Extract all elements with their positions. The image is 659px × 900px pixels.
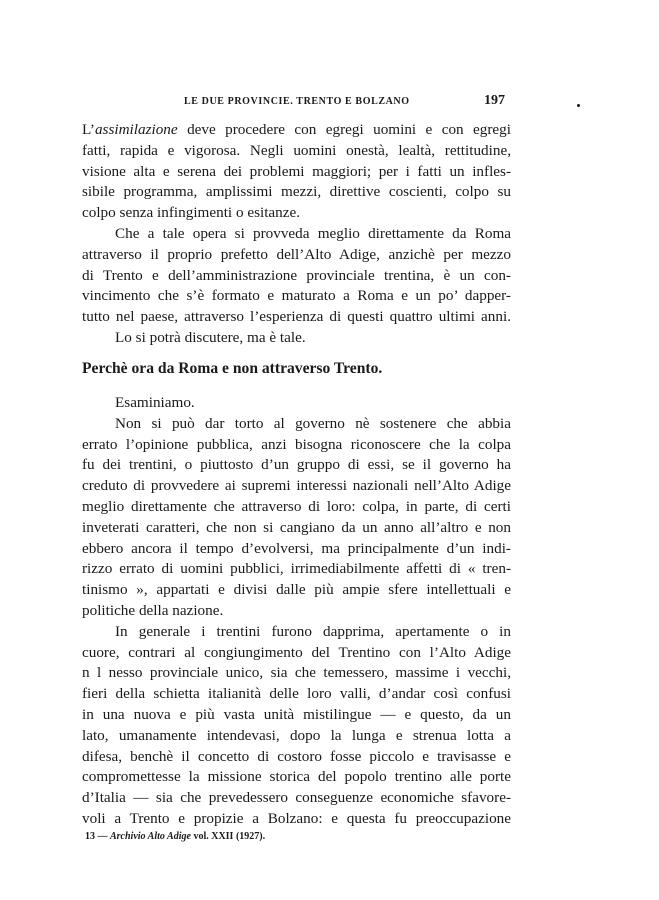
text-line: fieri della schietta italianità delle loro valli, d’andar così confusi — [82, 685, 511, 703]
text-line: meglio direttamente che attraverso di loro: colpa, in parte, di certi — [82, 497, 511, 515]
text-line: Che a tale opera si provveda meglio direttamente da Roma — [115, 224, 511, 242]
paragraph-4 — [82, 393, 511, 414]
paragraph-3 — [82, 328, 511, 349]
text-line: errato l’opinione pubblica, anzi bisogna riconoscere che la colpa — [82, 435, 511, 453]
text-line: compromettesse la missione storica del popolo trentino alle porte — [82, 768, 511, 786]
text-line: creduto di provvedere ai supremi interessi nazionali nell’Alto Adige — [82, 477, 511, 495]
text-line: vincimento che s’è formato e maturato a Roma e un po’ dapper- — [82, 287, 511, 305]
text-line: Esaminiamo. — [115, 394, 195, 411]
body-text-top — [82, 120, 511, 349]
text-line: attraverso il proprio prefetto dell’Alto Adige, anzichè per mezzo — [82, 245, 511, 263]
text-line: Lo si potrà discutere, ma è tale. — [115, 328, 306, 346]
paragraph-1 — [82, 120, 511, 224]
text-line: di Trento e dell’amministrazione provinciale trentina, è un con- — [82, 266, 511, 284]
text-line: ebbero ancora il tempo d’evolversi, ma principalmente d’un indi- — [82, 539, 511, 557]
paragraph-2 — [82, 224, 511, 328]
text-line: In generale i trentini furono dapprima, apertamente o in — [115, 622, 511, 640]
sheet-number: 13 — — [85, 831, 108, 842]
text-line: in una nuova e più vasta unità mistilingue — e questo, da un — [82, 705, 511, 723]
text-line: difesa, benchè il concetto di costoro fosse piccolo e travisasse e — [82, 747, 511, 765]
running-head: LE DUE PROVINCIE. TRENTO E BOLZANO — [184, 96, 410, 107]
text-line: colpo senza infingimenti o esitanze. — [82, 204, 301, 222]
text-line: lato, umanamente intendevasi, dopo la lunga e strenua lotta a — [82, 726, 511, 744]
text-line: visione alta e serena dei problemi maggiori; per i fatti un infles- — [82, 162, 511, 180]
text-line: tutto nel paese, attraverso l’esperienza di questi quattro ultimi anni. — [82, 308, 511, 326]
text-line: Non si può dar torto al governo nè sostenere che abbia — [115, 414, 511, 432]
text-line: sibile programma, amplissimi mezzi, direttive coscienti, colpo su — [82, 183, 511, 201]
journal-title: Archivio Alto Adige — [110, 831, 191, 842]
text-line: inveterati caratteri, che non si cangiano da un anno all’altro e non — [82, 518, 511, 536]
text-line: tinismo », appartati e divisi dalle più ampie sfere intellettuali e — [82, 581, 511, 599]
text-line: d’Italia — sia che prevedessero conseguenze economiche sfavore- — [82, 789, 511, 807]
text-line: cuore, contrari al congiungimento del Trentino con l’Alto Adige — [82, 643, 511, 661]
text-line: politiche della nazione. — [82, 601, 224, 619]
text-line: fu dei trentini, o piuttosto d’un gruppo di essi, se il governo ha — [82, 456, 511, 474]
text-line: voli a Trento e propizie a Bolzano: e questa fu preoccupazione — [82, 809, 511, 827]
text-line: fatti, rapida e vigorosa. Negli uomini onestà, lealtà, rettitudine, — [82, 141, 511, 159]
page-number: 197 — [484, 93, 505, 108]
text-line: L’assimilazione deve procedere con egregi uomini e con egregi — [82, 121, 511, 138]
section-heading: Perchè ora da Roma e non attraverso Trento. — [82, 360, 383, 377]
body-text-bottom — [82, 393, 511, 830]
text-line: n l nesso provinciale unico, sia che temessero, massime i vecchi, — [82, 664, 511, 682]
paragraph-6 — [82, 622, 511, 830]
page-footer — [85, 831, 265, 842]
italic-term: assimilazione — [94, 121, 178, 138]
margin-dot — [577, 104, 580, 107]
text-line: rizzo errato di uomini pubblici, irrimediabilmente affetti di « tren- — [82, 560, 511, 578]
volume-info: vol. XXII (1927). — [193, 831, 266, 842]
paragraph-5 — [82, 414, 511, 622]
